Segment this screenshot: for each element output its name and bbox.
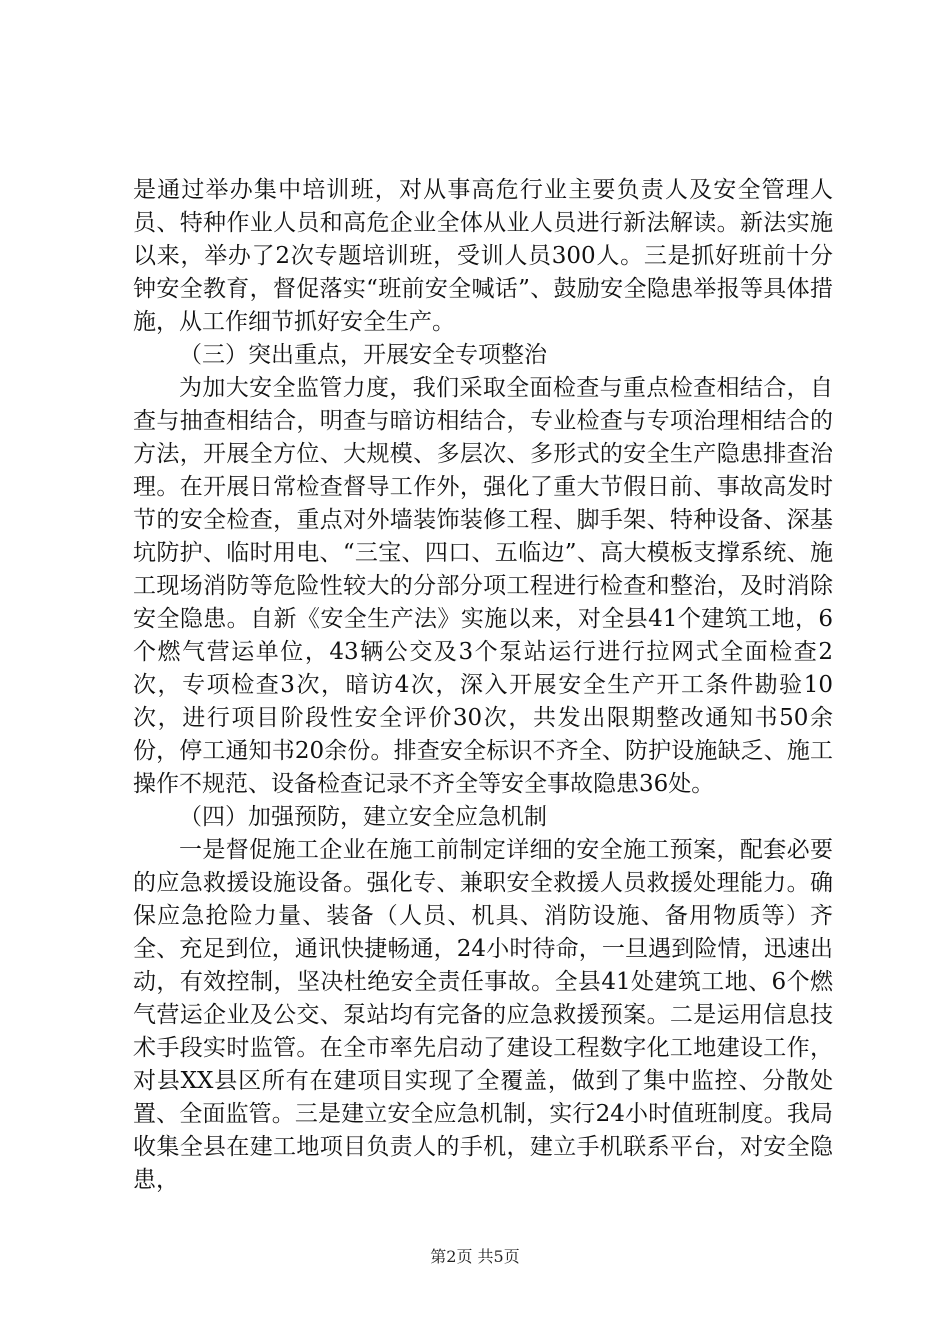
document-body	[133, 174, 833, 1197]
section-heading-three: （三）突出重点，开展安全专项整治	[179, 342, 547, 368]
section-heading-four: （四）加强预防，建立安全应急机制	[179, 804, 547, 830]
page-footer: 第2页 共5页	[430, 1247, 520, 1266]
paragraph-continuation: 是通过举办集中培训班，对从事高危行业主要负责人及安全管理人员、特种作业人员和高危企业全体从业人员进行新法解读。新法实施以来，举办了2次专题培训班，受训人员300人。三是抓好班前十分钟安全教育，督促落实“班前安全喊话”、鼓励安全隐患举报等具体措施，从工作细节抓好安全生产。	[133, 177, 833, 335]
paragraph-safety-inspection: 为加大安全监管力度，我们采取全面检查与重点检查相结合，自查与抽查相结合，明查与暗访相结合，专业检查与专项治理相结合的方法，开展全方位、大规模、多层次、多形式的安全生产隐患排查治理。在开展日常检查督导工作外，强化了重大节假日前、事故高发时节的安全检查，重点对外墙装饰装修工程、脚手架、特种设备、深基坑防护、临时用电、“三宝、四口、五临边”、高大模板支撑系统、施工现场消防等危险性较大的分部分项工程进行检查和整治，及时消除安全隐患。自新《安全生产法》实施以来，对全县41个建筑工地，6个燃气营运单位，43辆公交及3个泵站运行进行拉网式全面检查2次，专项检查3次，暗访4次，深入开展安全生产开工条件勘验10次，进行项目阶段性安全评价30次，共发出限期整改通知书50余份，停工通知书20余份。排查安全标识不齐全、防护设施缺乏、施工操作不规范、设备检查记录不齐全等安全事故隐患36处。	[133, 375, 833, 797]
paragraph-emergency-mechanism: 一是督促施工企业在施工前制定详细的安全施工预案，配套必要的应急救援设施设备。强化专、兼职安全救援人员救援处理能力。确保应急抢险力量、装备（人员、机具、消防设施、备用物质等）齐全、充足到位，通讯快捷畅通，24小时待命，一旦遇到险情，迅速出动，有效控制，坚决杜绝安全责任事故。全县41处建筑工地、6个燃气营运企业及公交、泵站均有完备的应急救援预案。二是运用信息技术手段实时监管。在全市率先启动了建设工程数字化工地建设工作，对县XX县区所有在建项目实现了全覆盖，做到了集中监控、分散处置、全面监管。三是建立安全应急机制，实行24小时值班制度。我局收集全县在建工地项目负责人的手机，建立手机联系平台，对安全隐患，	[133, 837, 833, 1193]
